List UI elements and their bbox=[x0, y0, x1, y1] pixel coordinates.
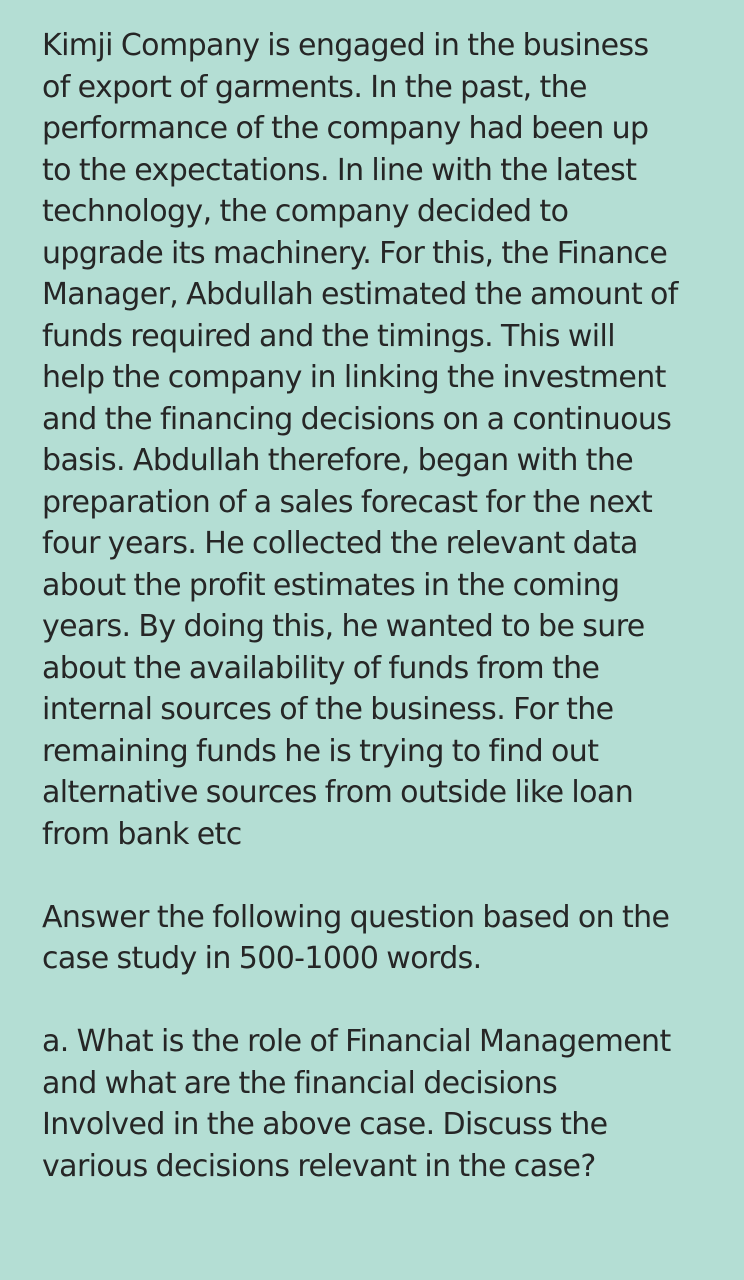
text-line: funds required and the timings. This will bbox=[42, 318, 615, 354]
text-line: case study in 500-1000 words. bbox=[42, 941, 482, 976]
text-line: preparation of a sales forecast for the next bbox=[42, 484, 653, 520]
question-paragraph bbox=[42, 1021, 704, 1187]
text-line: internal sources of the business. For the bbox=[42, 692, 614, 727]
text-line: remaining funds he is trying to find out bbox=[42, 733, 599, 769]
text-line: about the profit estimates in the coming bbox=[42, 567, 620, 603]
text-line: of export of garments. In the past, the bbox=[42, 69, 587, 105]
text-line: years. By doing this, he wanted to be sure bbox=[42, 609, 645, 644]
text-line: basis. Abdullah therefore, began with the bbox=[42, 443, 634, 478]
text-line: technology, the company decided to bbox=[42, 194, 569, 229]
text-line: to the expectations. In line with the latest bbox=[42, 152, 637, 188]
text-line: Manager, Abdullah estimated the amount of bbox=[42, 277, 678, 312]
text-line: a. What is the role of Financial Management bbox=[42, 1024, 671, 1059]
text-line: performance of the company had been up bbox=[42, 111, 649, 146]
text-line: Involved in the above case. Discuss the bbox=[42, 1107, 608, 1142]
case-study-paragraph bbox=[42, 25, 704, 855]
text-line: about the availability of funds from the bbox=[42, 650, 600, 686]
instruction-paragraph bbox=[42, 897, 704, 980]
text-line: upgrade its machinery. For this, the Finance bbox=[42, 235, 668, 271]
text-line: alternative sources from outside like loan bbox=[42, 775, 634, 810]
text-line: four years. He collected the relevant data bbox=[42, 526, 638, 561]
text-line: from bank etc bbox=[42, 816, 242, 852]
text-line: help the company in linking the investment bbox=[42, 360, 666, 395]
paragraph-gap bbox=[42, 855, 704, 897]
text-line: and what are the financial decisions bbox=[42, 1065, 558, 1101]
text-line: Answer the following question based on the bbox=[42, 899, 670, 935]
text-line: and the financing decisions on a continuous bbox=[42, 401, 672, 437]
text-line: various decisions relevant in the case? bbox=[42, 1148, 596, 1184]
text-line: Kimji Company is engaged in the business bbox=[42, 28, 649, 63]
paragraph-gap bbox=[42, 980, 704, 1022]
